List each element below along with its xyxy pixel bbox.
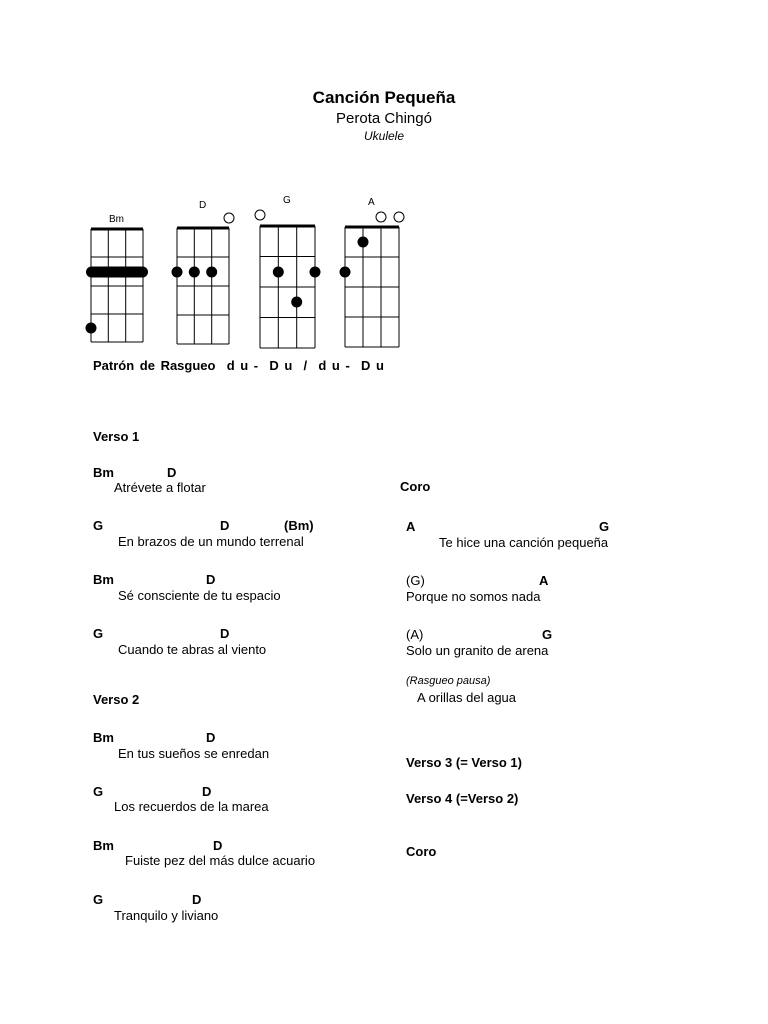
instrument-label: Ukulele <box>363 129 405 143</box>
chord-mark: D <box>220 626 230 641</box>
chord-mark: (A) <box>406 627 424 642</box>
song-artist: Perota Chingó <box>336 110 432 127</box>
diagram-label-d: D <box>199 200 207 211</box>
verse1-header: Verso 1 <box>93 429 140 444</box>
chord-mark: A <box>406 519 416 534</box>
lyric-line: En brazos de un mundo terrenal <box>118 534 304 549</box>
strum-value: d u - D u / d u - D u <box>226 358 384 373</box>
finger-dot <box>172 267 183 278</box>
chord-diagram-d <box>177 213 234 344</box>
lyric-line: Te hice una canción pequeña <box>439 535 609 550</box>
chord-mark: G <box>93 518 104 533</box>
finger-dot <box>206 267 217 278</box>
chord-mark: (Bm) <box>284 518 314 533</box>
chord-mark: D <box>206 572 216 587</box>
verse4-header: Verso 4 (=Verso 2) <box>406 791 519 806</box>
finger-dot <box>358 237 369 248</box>
chord-mark: D <box>167 465 177 480</box>
chord-mark: Bm <box>93 730 114 745</box>
lyric-line: Atrévete a flotar <box>114 480 206 495</box>
verse2-header: Verso 2 <box>93 692 140 707</box>
strum-label: Patrón de Rasgueo <box>93 358 216 373</box>
chord-mark: D <box>202 784 212 799</box>
chord-mark: Bm <box>93 465 114 480</box>
lyric-line: En tus sueños se enredan <box>118 746 270 761</box>
finger-dot <box>310 267 321 278</box>
lyric-line: Solo un granito de arena <box>406 643 549 658</box>
finger-dot <box>291 297 302 308</box>
chord-bm-fingering <box>86 267 149 334</box>
chord-mark: Bm <box>93 572 114 587</box>
chord-mark: D <box>192 892 202 907</box>
chord-mark: G <box>93 892 104 907</box>
chord-d-fingering <box>172 267 218 278</box>
chord-mark: Bm <box>93 838 114 853</box>
chorus-header: Coro <box>400 479 431 494</box>
barre-marker <box>86 267 148 278</box>
chord-mark: A <box>539 573 549 588</box>
lyric-line: Los recuerdos de la marea <box>114 799 269 814</box>
verse3-header: Verso 3 (= Verso 1) <box>406 755 522 770</box>
chord-mark: D <box>206 730 216 745</box>
finger-dot <box>189 267 200 278</box>
chord-diagram-g <box>255 210 315 348</box>
lyric-line: Porque no somos nada <box>406 589 541 604</box>
chord-mark: G <box>93 784 104 799</box>
final-chorus-header: Coro <box>406 844 437 859</box>
chord-mark: G <box>542 627 553 642</box>
diagram-label-g: G <box>283 195 291 206</box>
chord-mark: D <box>220 518 230 533</box>
diagram-label-bm: Bm <box>109 214 124 225</box>
chord-mark: (G) <box>406 573 425 588</box>
chord-mark: G <box>93 626 104 641</box>
lyric-line: Sé consciente de tu espacio <box>118 588 281 603</box>
finger-dot <box>273 267 284 278</box>
chord-diagram-a <box>345 212 404 347</box>
chord-diagrams <box>0 0 768 360</box>
lyric-line: A orillas del agua <box>417 690 517 705</box>
lyric-line: Cuando te abras al viento <box>118 642 267 657</box>
chord-mark: D <box>213 838 223 853</box>
lyric-line: Fuiste pez del más dulce acuario <box>125 853 316 868</box>
open-string-marker <box>255 210 265 220</box>
open-string-marker <box>224 213 234 223</box>
chord-mark: G <box>599 519 610 534</box>
diagram-label-a: A <box>368 197 375 208</box>
strum-pause-note: (Rasgueo pausa) <box>406 675 491 687</box>
song-title: Canción Pequeña <box>312 88 456 107</box>
lyric-line: Tranquilo y liviano <box>114 908 219 923</box>
chord-diagram-bm <box>91 229 143 342</box>
strum-pattern <box>93 359 384 372</box>
open-string-marker <box>394 212 404 222</box>
finger-dot <box>340 267 351 278</box>
open-string-marker <box>376 212 386 222</box>
finger-dot <box>86 323 97 334</box>
